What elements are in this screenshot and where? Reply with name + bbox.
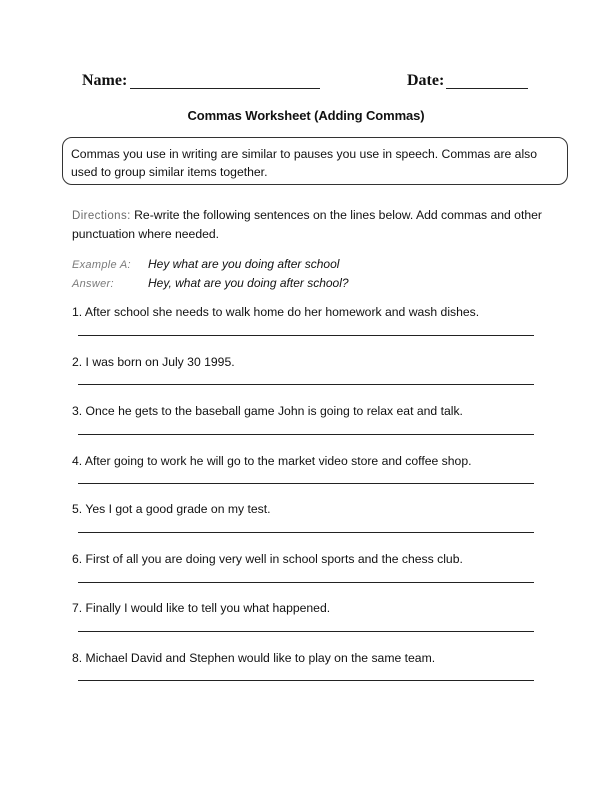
directions-label: Directions: bbox=[72, 210, 131, 222]
example-row bbox=[72, 257, 339, 273]
question-5: 5. Yes I got a good grade on my test. bbox=[72, 502, 271, 516]
answer-line-8[interactable] bbox=[78, 680, 534, 681]
intro-text: Commas you use in writing are similar to pauses you use in speech. Commas are also used to group similar items together. bbox=[71, 147, 538, 179]
answer-line-4[interactable] bbox=[78, 483, 534, 484]
answer-line-6[interactable] bbox=[78, 582, 534, 583]
answer-line-2[interactable] bbox=[78, 384, 534, 385]
directions bbox=[72, 206, 542, 243]
intro-box bbox=[62, 137, 568, 185]
worksheet-title: Commas Worksheet (Adding Commas) bbox=[187, 108, 425, 123]
directions-text: Re-write the following sentences on the lines below. Add commas and other punctuation where needed. bbox=[72, 208, 542, 241]
answer-line-7[interactable] bbox=[78, 631, 534, 632]
question-7: 7. Finally I would like to tell you what happened. bbox=[72, 601, 331, 615]
answer-label: Answer: bbox=[72, 278, 114, 290]
date-label: Date: bbox=[407, 72, 445, 89]
question-2: 2. I was born on July 30 1995. bbox=[72, 355, 235, 369]
date-blank[interactable] bbox=[446, 88, 528, 89]
question-8: 8. Michael David and Stephen would like to play on the same team. bbox=[72, 651, 436, 665]
answer-text: Hey, what are you doing after school? bbox=[148, 276, 349, 290]
question-4: 4. After going to work he will go to the market video store and coffee shop. bbox=[72, 454, 472, 468]
name-label: Name: bbox=[82, 72, 128, 89]
question-6: 6. First of all you are doing very well in school sports and the chess club. bbox=[72, 552, 463, 566]
answer-row bbox=[72, 276, 349, 292]
answer-line-1[interactable] bbox=[78, 335, 534, 336]
answer-line-5[interactable] bbox=[78, 532, 534, 533]
question-1: 1. After school she needs to walk home do her homework and wash dishes. bbox=[72, 305, 480, 319]
answer-line-3[interactable] bbox=[78, 434, 534, 435]
name-blank[interactable] bbox=[130, 88, 320, 89]
example-label: Example A: bbox=[72, 259, 131, 271]
example-text: Hey what are you doing after school bbox=[148, 257, 340, 271]
question-3: 3. Once he gets to the baseball game John is going to relax eat and talk. bbox=[72, 404, 463, 418]
